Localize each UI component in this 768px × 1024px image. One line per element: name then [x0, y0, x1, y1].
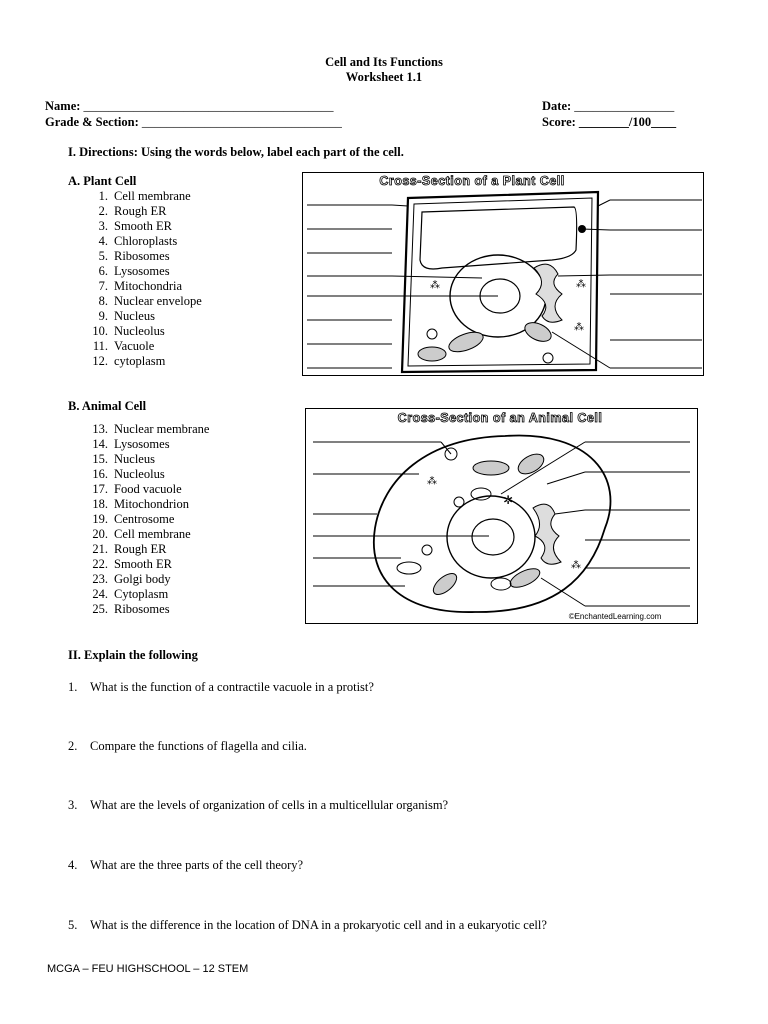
question-4	[68, 858, 708, 873]
label-list-item	[84, 189, 202, 204]
label-list-item	[84, 452, 209, 467]
question-5	[68, 918, 708, 933]
label-text: Golgi body	[114, 572, 171, 586]
name-label: Name:	[45, 99, 81, 113]
label-list-item	[84, 294, 202, 309]
label-number: 19.	[92, 512, 108, 526]
label-number: 25.	[92, 602, 108, 616]
label-number: 9.	[98, 309, 108, 323]
label-list-item	[84, 527, 209, 542]
label-list-item	[84, 279, 202, 294]
plant-ribosome-cluster: ⁂	[574, 322, 584, 333]
label-text: Mitochondrion	[114, 497, 189, 511]
label-list-item	[84, 354, 202, 369]
grade-row	[45, 115, 342, 130]
part2-heading: II. Explain the following	[68, 648, 198, 662]
label-list-item	[84, 602, 209, 617]
label-number: 3.	[98, 219, 108, 233]
grade-field[interactable]: ________________________________	[141, 115, 342, 129]
label-text: Vacuole	[114, 339, 155, 353]
animal-label-list	[84, 422, 209, 617]
label-number: 23.	[92, 572, 108, 586]
label-list-item	[84, 339, 202, 354]
date-field[interactable]: ________________	[574, 99, 675, 113]
question-2	[68, 739, 708, 754]
name-field[interactable]: ________________________________________	[83, 99, 334, 113]
plant-label-list	[84, 189, 202, 369]
question-number: 2.	[68, 739, 78, 753]
label-text: Nucleus	[114, 309, 155, 323]
label-list-item	[84, 557, 209, 572]
question-3	[68, 798, 708, 813]
worksheet-subtitle: Worksheet 1.1	[345, 70, 423, 84]
date-row	[542, 99, 674, 114]
animal-diagram-credit: ©EnchantedLearning.com	[568, 612, 662, 621]
label-text: Ribosomes	[114, 249, 170, 263]
question-number: 5.	[68, 918, 78, 932]
label-number: 4.	[98, 234, 108, 248]
animal-centrosome: ✲	[503, 493, 514, 507]
plant-chloroplast	[418, 347, 446, 361]
score-field[interactable]: ________/100____	[578, 115, 677, 129]
question-number: 1.	[68, 680, 78, 694]
label-list-item	[84, 512, 209, 527]
score-row	[542, 115, 676, 130]
animal-diagram-title: Cross-Section of an Animal Cell	[397, 411, 603, 425]
label-text: cytoplasm	[114, 354, 166, 368]
animal-mitochondrion	[473, 461, 509, 475]
label-text: Centrosome	[114, 512, 175, 526]
label-number: 21.	[92, 542, 108, 556]
name-row	[45, 99, 334, 114]
label-number: 17.	[92, 482, 108, 496]
plant-ribosome-cluster: ⁂	[576, 279, 586, 290]
plant-diagram-title: Cross-Section of a Plant Cell	[379, 174, 565, 188]
label-text: Smooth ER	[114, 219, 172, 233]
label-text: Nucleolus	[114, 324, 165, 338]
label-list-item	[84, 497, 209, 512]
label-number: 2.	[98, 204, 108, 218]
question-text: What are the levels of organization of cells in a multicellular organism?	[90, 798, 449, 812]
label-text: Ribosomes	[114, 602, 170, 616]
label-list-item	[84, 204, 202, 219]
label-text: Cell membrane	[114, 527, 191, 541]
label-text: Nuclear membrane	[114, 422, 210, 436]
label-list-item	[84, 324, 202, 339]
animal-ribosome-cluster: ⁂	[571, 560, 581, 571]
animal-cell-diagram	[305, 408, 698, 624]
plant-cell-diagram	[302, 172, 704, 376]
label-number: 5.	[98, 249, 108, 263]
label-number: 13.	[92, 422, 108, 436]
label-text: Chloroplasts	[114, 234, 178, 248]
label-text: Cell membrane	[114, 189, 191, 203]
label-list-item	[84, 482, 209, 497]
question-text: What are the three parts of the cell theory?	[90, 858, 304, 872]
label-list-item	[84, 249, 202, 264]
label-text: Rough ER	[114, 204, 167, 218]
label-list-item	[84, 542, 209, 557]
label-text: Food vacuole	[114, 482, 182, 496]
label-number: 24.	[92, 587, 108, 601]
label-text: Nucleolus	[114, 467, 165, 481]
label-number: 14.	[92, 437, 108, 451]
part1-heading: I. Directions: Using the words below, label each part of the cell.	[68, 145, 404, 159]
grade-label: Grade & Section:	[45, 115, 139, 129]
label-number: 15.	[92, 452, 108, 466]
question-text: What is the difference in the location of DNA in a prokaryotic cell and in a eukaryotic cell?	[90, 918, 547, 932]
page-footer: MCGA – FEU HIGHSCHOOL – 12 STEM	[47, 963, 249, 975]
plant-cell-heading: A. Plant Cell	[68, 174, 137, 188]
label-text: Nuclear envelope	[114, 294, 202, 308]
label-text: Nucleus	[114, 452, 155, 466]
label-list-item	[84, 572, 209, 587]
label-number: 10.	[92, 324, 108, 338]
label-number: 6.	[98, 264, 108, 278]
label-number: 11.	[92, 339, 108, 353]
animal-cell-heading: B. Animal Cell	[68, 399, 147, 413]
label-list-item	[84, 264, 202, 279]
label-number: 1.	[98, 189, 108, 203]
label-text: Lysosomes	[114, 437, 170, 451]
label-text: Rough ER	[114, 542, 167, 556]
question-number: 4.	[68, 858, 78, 872]
worksheet-title: Cell and Its Functions	[325, 55, 443, 69]
label-text: Smooth ER	[114, 557, 172, 571]
label-number: 18.	[92, 497, 108, 511]
question-text: What is the function of a contractile vacuole in a protist?	[90, 680, 374, 694]
label-list-item	[84, 467, 209, 482]
label-list-item	[84, 422, 209, 437]
label-number: 12.	[92, 354, 108, 368]
label-number: 20.	[92, 527, 108, 541]
label-text: Lysosomes	[114, 264, 170, 278]
label-text: Mitochondria	[114, 279, 183, 293]
label-list-item	[84, 234, 202, 249]
label-list-item	[84, 309, 202, 324]
date-label: Date:	[542, 99, 572, 113]
label-number: 16.	[92, 467, 108, 481]
question-1	[68, 680, 708, 695]
label-text: Cytoplasm	[114, 587, 169, 601]
question-number: 3.	[68, 798, 78, 812]
label-list-item	[84, 219, 202, 234]
question-text: Compare the functions of flagella and cilia.	[90, 739, 307, 753]
score-label: Score:	[542, 115, 576, 129]
label-number: 7.	[98, 279, 108, 293]
label-number: 22.	[92, 557, 108, 571]
label-list-item	[84, 437, 209, 452]
label-list-item	[84, 587, 209, 602]
animal-ribosome-cluster: ⁂	[427, 476, 437, 487]
plant-ribosome-cluster: ⁂	[430, 280, 440, 291]
label-number: 8.	[98, 294, 108, 308]
